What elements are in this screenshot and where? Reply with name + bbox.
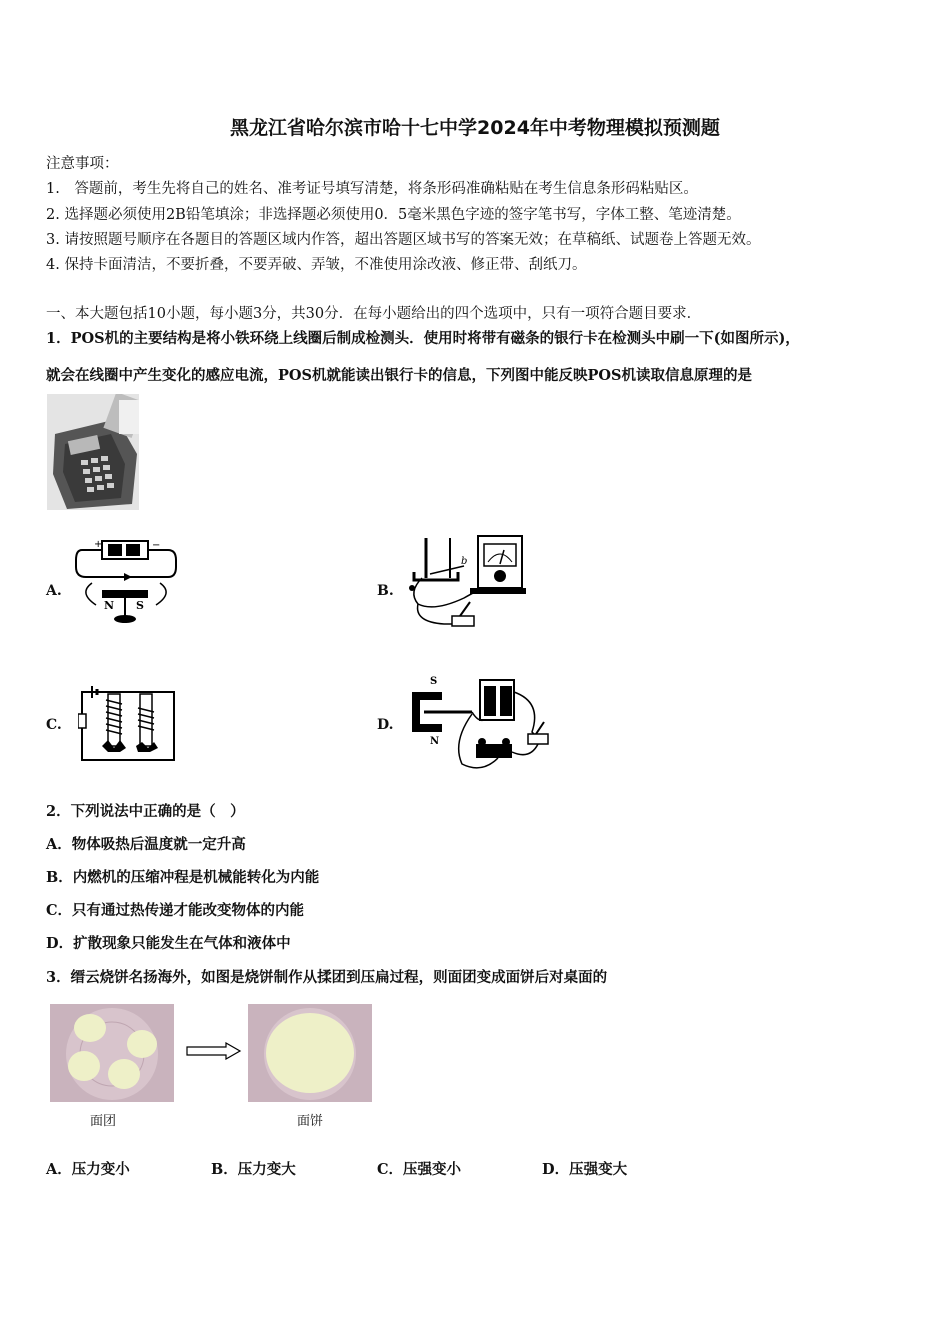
q1-stem-line1: 1．POS机的主要结构是将小铁环绕上线圈后制成检测头．使用时将带有磁条的银行卡在检测头中刷一下(如图所示)， bbox=[46, 330, 800, 347]
notice-item: 1. 答题前，考生先将自己的姓名、准考证号填写清楚，将条形码准确粘贴在考生信息条形码粘贴区。 bbox=[46, 181, 698, 197]
q1-stem-line2: 就会在线圈中产生变化的感应电流，POS机就能读出银行卡的信息，下列图中能反映POS机读取信息原理的是 bbox=[46, 367, 753, 384]
magnet-north-label: N bbox=[430, 736, 440, 747]
q3-option-c: C．压强变小 bbox=[377, 1161, 462, 1178]
section-heading: 一、本大题包括10小题，每小题3分，共30分．在每小题给出的四个选项中，只有一项符合题目要求． bbox=[46, 306, 702, 322]
dough-balls-image bbox=[50, 1004, 174, 1102]
flat-cake-image bbox=[248, 1004, 372, 1102]
q2-option-b: B．内燃机的压缩冲程是机械能转化为内能 bbox=[46, 869, 320, 886]
q1-option-b-label: B. bbox=[377, 583, 394, 599]
wire-label-b: b bbox=[461, 556, 468, 567]
q1-option-d-label: D. bbox=[377, 717, 394, 733]
q1-option-c-label: C. bbox=[46, 717, 62, 733]
pos-machine-image bbox=[47, 394, 139, 510]
notice-heading: 注意事项： bbox=[46, 156, 119, 172]
notice-item: 2. 选择题必须使用2B铅笔填涂；非选择题必须使用0．5毫米黑色字迹的签字笔书写，字体工整、笔迹清楚。 bbox=[46, 207, 741, 223]
q3-option-a: A．压力变小 bbox=[46, 1161, 130, 1178]
q3-stem: 3．缙云烧饼名扬海外，如图是烧饼制作从揉团到压扁过程，则面团变成面饼后对桌面的 bbox=[46, 969, 608, 986]
magnet-south-label: S bbox=[136, 599, 144, 612]
q2-option-a: A．物体吸热后温度就一定升高 bbox=[46, 836, 246, 853]
q1-option-d-figure bbox=[402, 672, 554, 774]
process-arrow-icon bbox=[186, 1042, 242, 1060]
notice-item: 4. 保持卡面清洁，不要折叠，不要弄破、弄皱，不准使用涂改液、修正带、刮纸刀。 bbox=[46, 257, 587, 273]
notice-item: 3. 请按照题号顺序在各题目的答题区域内作答，超出答题区域书写的答案无效；在草稿纸、试题卷上答题无效。 bbox=[46, 232, 761, 248]
magnet-south-label: S bbox=[430, 676, 438, 687]
page-title: 黑龙江省哈尔滨市哈十七中学2024年中考物理模拟预测题 bbox=[230, 117, 720, 139]
q1-option-a-figure bbox=[72, 535, 182, 627]
caption-cake: 面饼 bbox=[297, 1114, 324, 1129]
q3-option-d: D．压强变大 bbox=[542, 1161, 628, 1178]
q1-option-c-figure bbox=[78, 686, 178, 766]
q1-option-a-label: A. bbox=[46, 583, 62, 599]
q1-option-b-figure bbox=[404, 532, 526, 632]
q2-stem: 2．下列说法中正确的是（ ） bbox=[46, 803, 245, 820]
plus-sign: + bbox=[94, 539, 103, 550]
q3-option-b: B．压力变大 bbox=[211, 1161, 296, 1178]
caption-dough: 面团 bbox=[90, 1114, 117, 1129]
q2-option-c: C．只有通过热传递才能改变物体的内能 bbox=[46, 902, 305, 919]
q2-option-d: D．扩散现象只能发生在气体和液体中 bbox=[46, 935, 291, 952]
minus-sign: − bbox=[152, 540, 161, 551]
magnet-north-label: N bbox=[104, 599, 115, 612]
